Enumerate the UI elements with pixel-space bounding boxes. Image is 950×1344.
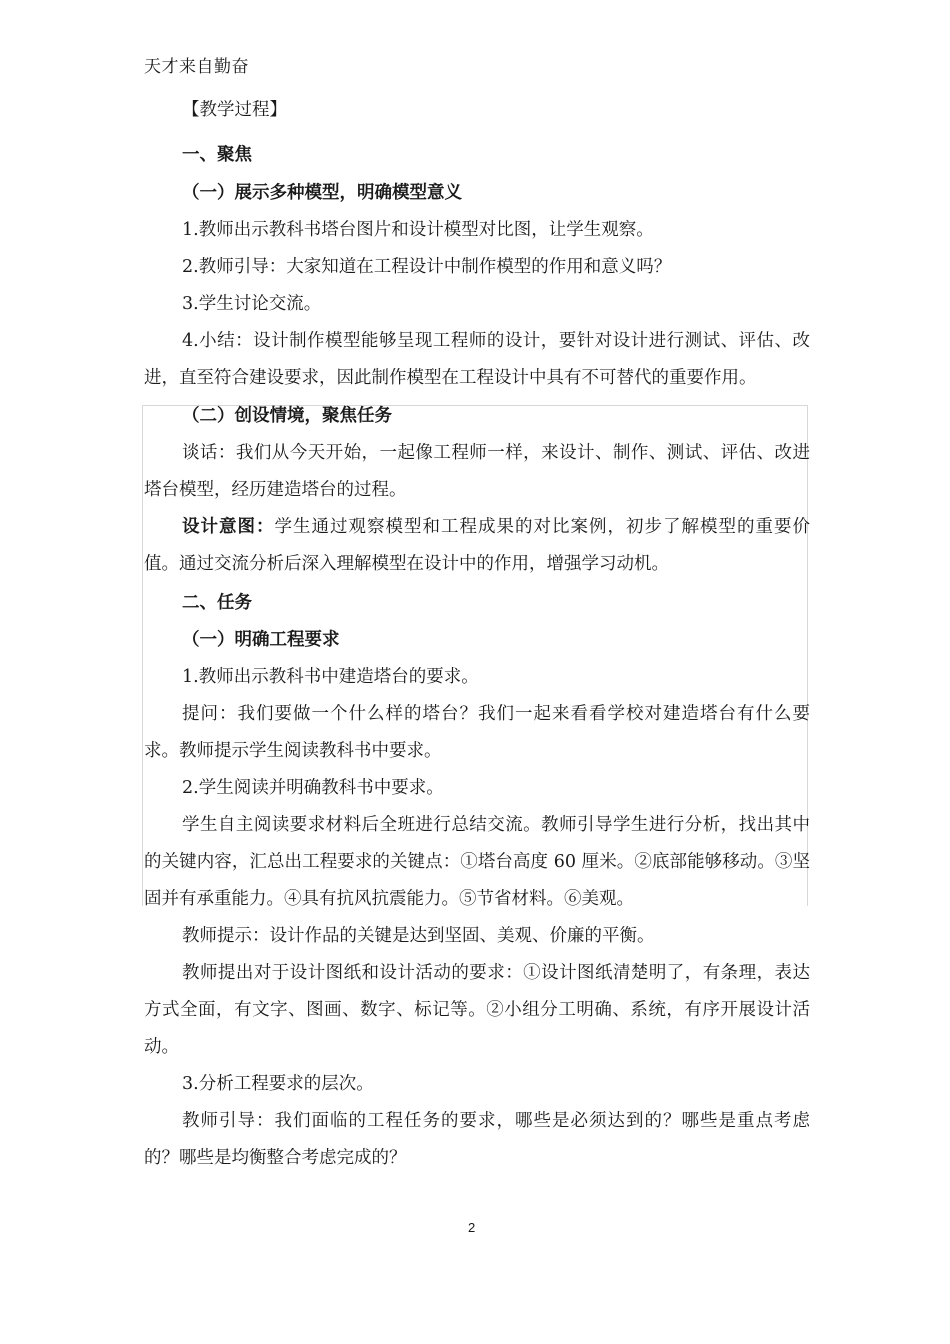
design-intent-text: 学生通过观察模型和工程成果的对比案例，初步了解模型的重要价值。通过交流分析后深入理解模型在设计中的作用，增强学习动机。 [144,517,810,574]
heading-task: 二、任务 [182,593,252,613]
paragraph-question: 提问：我们要做一个什么样的塔台？我们一起来看看学校对建造塔台有什么要求。教师提示学生阅读教科书中要求。 [144,704,810,761]
paragraph-task-item-3: 3.分析工程要求的层次。 [182,1074,374,1094]
paragraph-item-1: 1.教师出示教科书塔台图片和设计模型对比图，让学生观察。 [182,220,654,240]
page-header: 天才来自勤奋 [144,57,249,77]
paragraph-task-item-1: 1.教师出示教科书中建造塔台的要求。 [182,667,479,687]
section-title: 【教学过程】 [182,100,287,120]
paragraph-task-item-2: 2.学生阅读并明确教科书中要求。 [182,778,444,798]
paragraph-design-intent [144,509,810,583]
paragraph-design-requirements: 教师提出对于设计图纸和设计活动的要求：①设计图纸清楚明了，有条理，表达方式全面，有文字、图画、数字、标记等。②小组分工明确、系统，有序开展设计活动。 [144,963,810,1057]
paragraph-item-3: 3.学生讨论交流。 [182,294,322,314]
page-number: 2 [468,1220,476,1235]
subheading-show-models: （一）展示多种模型，明确模型意义 [182,183,462,203]
paragraph-teacher-tip: 教师提示：设计作品的关键是达到坚固、美观、价廉的平衡。 [182,926,655,946]
design-intent-label: 设计意图： [182,517,275,537]
subheading-requirements: （一）明确工程要求 [182,630,340,650]
paragraph-talk: 谈话：我们从今天开始，一起像工程师一样，来设计、制作、测试、评估、改进塔台模型，经历建造塔台的过程。 [144,443,810,500]
paragraph-summary: 4.小结：设计制作模型能够呈现工程师的设计，要针对设计进行测试、评估、改进，直至符合建设要求，因此制作模型在工程设计中具有不可替代的重要作用。 [144,331,810,388]
paragraph-key-points: 学生自主阅读要求材料后全班进行总结交流。教师引导学生进行分析，找出其中的关键内容，汇总出工程要求的关键点：①塔台高度 60 厘米。②底部能够移动。③坚固并有承重能力。④具有抗风抗震能力。⑤节省材料。⑥美观。 [144,815,810,909]
paragraph-item-2: 2.教师引导：大家知道在工程设计中制作模型的作用和意义吗？ [182,257,672,277]
subheading-scenario: （二）创设情境，聚焦任务 [182,406,392,426]
paragraph-teacher-guide: 教师引导：我们面临的工程任务的要求，哪些是必须达到的？哪些是重点考虑的？哪些是均衡整合考虑完成的？ [144,1111,810,1168]
heading-focus: 一、聚焦 [182,145,252,165]
